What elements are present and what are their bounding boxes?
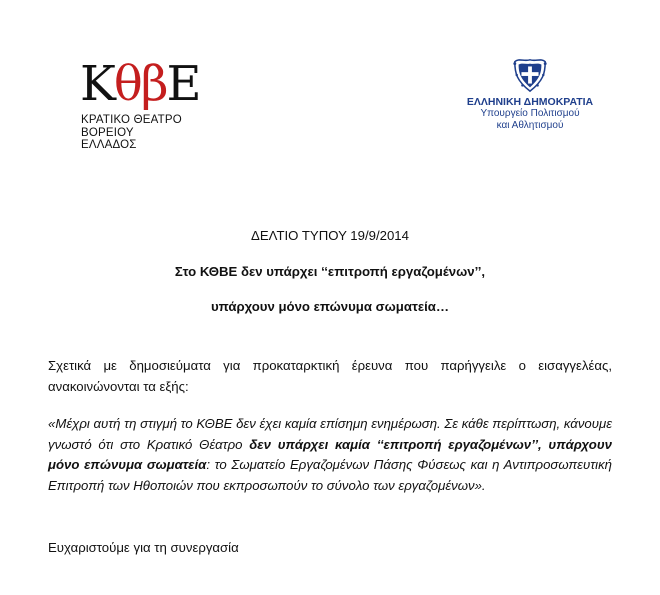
press-release-subtitle-2: υπάρχουν μόνο επώνυμα σωματεία… xyxy=(210,299,450,314)
ministry-logo-line2: Υπουργείο Πολιτισμού xyxy=(480,108,580,119)
press-release-title: ΔΕΛΤΙΟ ΤΥΠΟΥ 19/9/2014 xyxy=(251,228,409,243)
ministry-logo xyxy=(460,56,600,146)
ministry-logo-line3: και Αθλητισμού xyxy=(496,120,564,131)
kthve-logo-line2: ΒΟΡΕΙΟΥ ΕΛΛΑΔΟΣ xyxy=(81,127,137,151)
press-release-subtitle-1: Στο ΚΘΒΕ δεν υπάρχει ‘‘επιτροπή εργαζομένων’’, xyxy=(174,264,486,279)
thanks-line: Ευχαριστούμε για τη συνεργασία xyxy=(48,540,239,555)
kthve-logo xyxy=(80,56,200,151)
quote-text-1: «Μέχρι αυτή τη στιγμή το ΚΘΒΕ δεν έχει καμία επίσημη ενημέρωση. Σε κάθε περίπτωση, κάνουμε γνωστό ότι στο Κρατικό Θέατρο xyxy=(48,416,613,452)
quote-paragraph xyxy=(48,414,612,496)
ministry-logo-line1: ΕΛΛΗΝΙΚΗ ΔΗΜΟΚΡΑΤΙΑ xyxy=(466,96,594,108)
quote-bold-text: δεν υπάρχει καμία ‘‘επιτροπή εργαζομένων’’, υπάρχουν μόνο επώνυμα σωματεία xyxy=(48,436,612,472)
intro-paragraph: Σχετικά με δημοσιεύματα για προκαταρκτική έρευνα που παρήγγειλε ο εισαγγελέας, ανακοινώνονται τα εξής: xyxy=(48,358,612,394)
quote-text-2: : το Σωματείο Εργαζομένων Πάσης Φύσεως και η Αντιπροσωπευτική Επιτροπή των Ηθοποιών που εκπροσωπούν το σύνολο των εργαζομένων». xyxy=(48,457,613,493)
kthve-logo-mark: ΚθβΕ xyxy=(80,56,200,112)
greek-state-emblem-icon xyxy=(511,56,549,94)
kthve-logo-line1: ΚΡΑΤΙΚΟ ΘΕΑΤΡΟ xyxy=(81,114,182,126)
